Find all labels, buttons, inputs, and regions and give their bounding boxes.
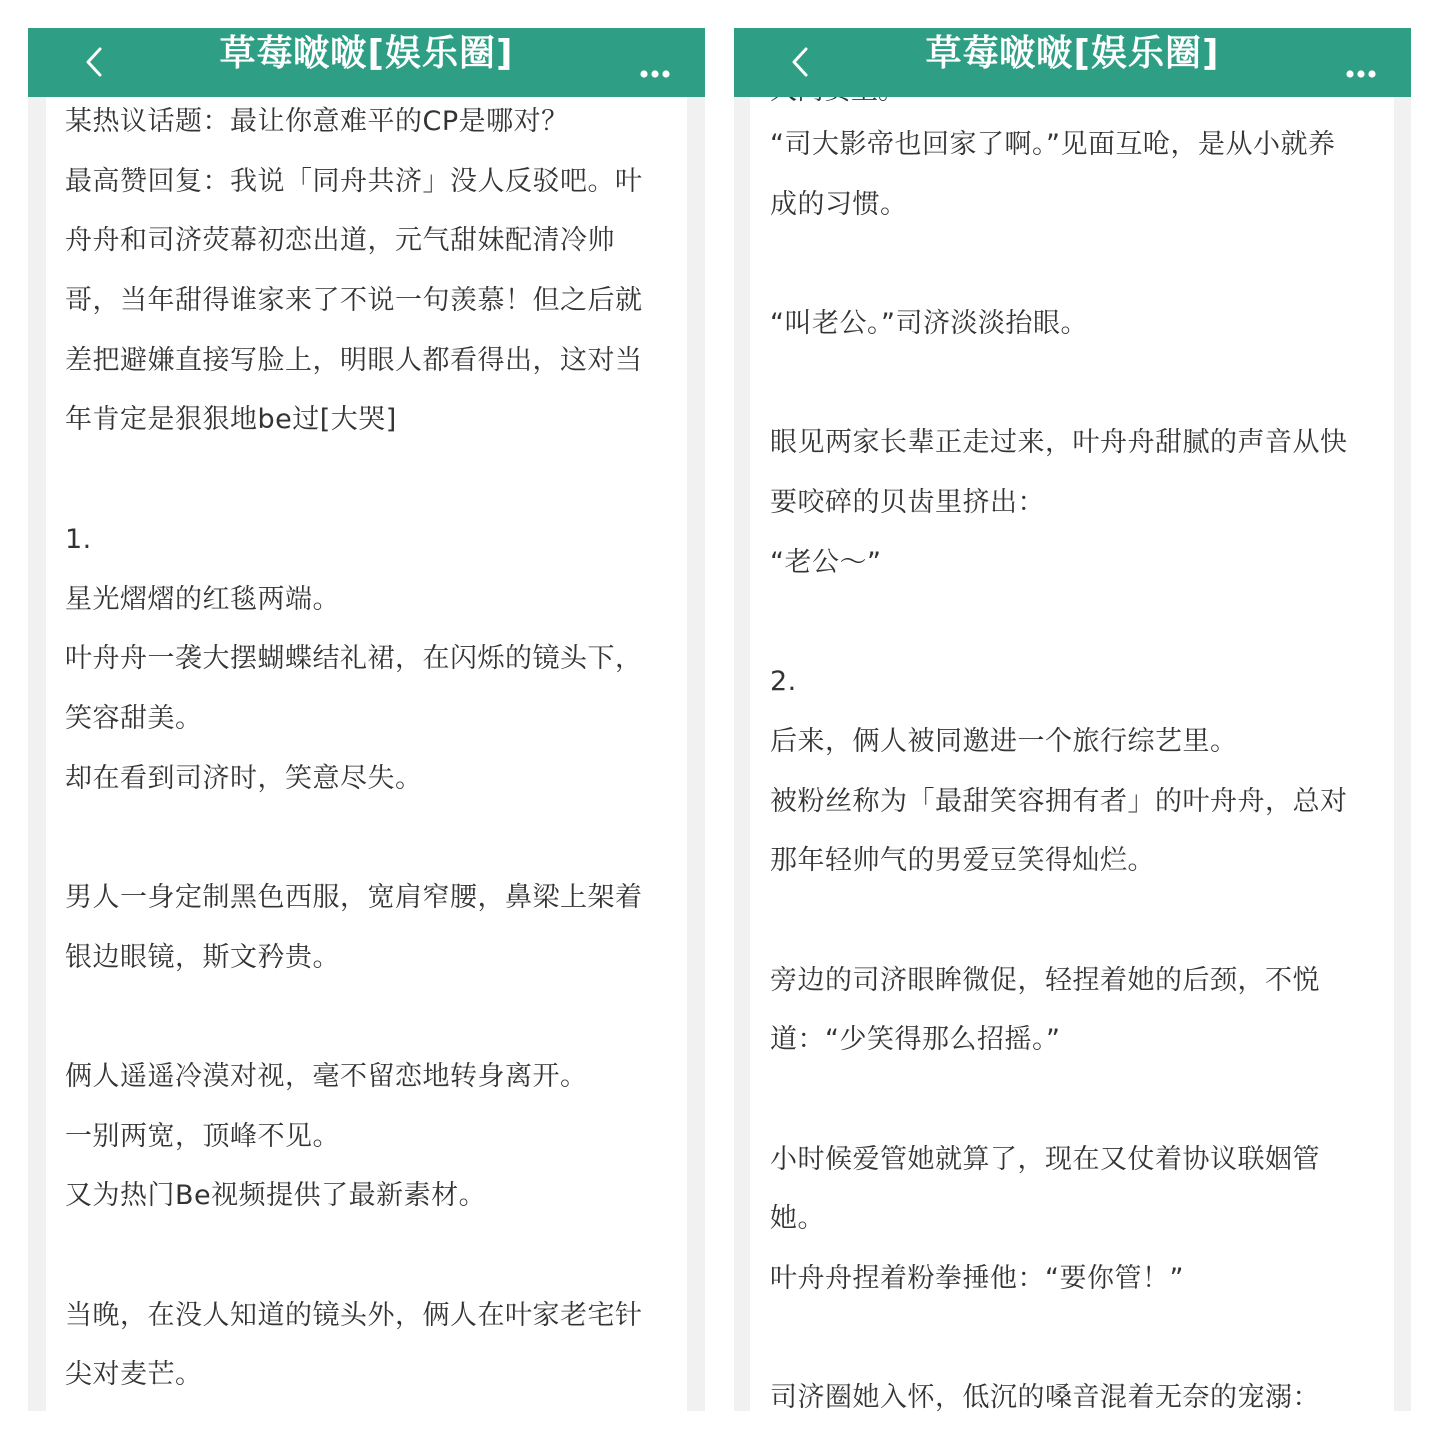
text-line: 叶舟舟一袭大摆蝴蝶结礼裙，在闪烁的镜头下， xyxy=(65,643,643,675)
text-line: 要咬碎的贝齿里挤出： xyxy=(770,487,1045,519)
left-chapter-text xyxy=(65,92,675,1405)
blank-line xyxy=(770,1309,1382,1369)
blank-line xyxy=(770,234,1382,294)
text-line: 男人一身定制黑色西服，宽肩窄腰，鼻梁上架着 xyxy=(65,881,643,913)
text-line: 舟舟和司济荧幕初恋出道，元气甜妹配清冷帅 xyxy=(65,225,615,257)
text-line: 道：“少笑得那么招摇。” xyxy=(770,1024,1061,1056)
text-line: 被粉丝称为「最甜笑容拥有者」的叶舟舟，总对 xyxy=(770,785,1348,817)
text-line: 哥，当年甜得谁家来了不说一句羡慕！但之后就 xyxy=(65,285,643,317)
text-line: 司济圈她入怀，低沉的嗓音混着无奈的宠溺： xyxy=(770,1382,1320,1414)
blank-line xyxy=(65,987,675,1047)
text-line: 却在看到司济时，笑意尽失。 xyxy=(65,762,423,794)
text-line: 尖对麦芒。 xyxy=(65,1359,203,1391)
text-line: 一别两宽，顶峰不见。 xyxy=(65,1120,340,1152)
right-chapter-text xyxy=(770,115,1382,1428)
blank-line xyxy=(65,808,675,868)
left-reading-page[interactable] xyxy=(46,97,687,1411)
text-line: “司大影帝也回家了啊。”见面互呛，是从小就养 xyxy=(770,129,1336,160)
book-title: 草莓啵啵[娱乐圈] xyxy=(925,33,1220,74)
text-line: 那年轻帅气的男爱豆笑得灿烂。 xyxy=(770,845,1155,877)
right-screenshot-panel xyxy=(734,28,1411,1414)
text-line: 银边眼镜，斯文矜贵。 xyxy=(65,941,340,973)
text-line: “老公～” xyxy=(770,546,882,578)
text-line: 又为热门Be视频提供了最新素材。 xyxy=(65,1180,487,1212)
text-line: 俩人遥遥冷漠对视，毫不留恋地转身离开。 xyxy=(65,1061,588,1092)
text-line: 旁边的司济眼眸微促，轻捏着她的后颈，不悦 xyxy=(770,964,1320,996)
right-header-bar xyxy=(734,28,1411,97)
text-line: 最高赞回复：我说「同舟共济」没人反驳吧。叶 xyxy=(65,165,643,197)
blank-line xyxy=(65,1226,675,1286)
text-line: 她。 xyxy=(770,1203,825,1235)
right-reading-page[interactable] xyxy=(750,97,1394,1414)
left-screenshot-panel xyxy=(28,28,705,1411)
text-line: 眼见两家长辈正走过来，叶舟舟甜腻的声音从快 xyxy=(770,427,1348,459)
text-line: 后来，俩人被同邀进一个旅行综艺里。 xyxy=(770,725,1238,757)
blank-line xyxy=(770,593,1382,653)
book-title: 草莓啵啵[娱乐圈] xyxy=(219,33,514,74)
text-line: 叶舟舟捏着粉拳捶他：“要你管！” xyxy=(770,1263,1184,1295)
text-line: 小时候爱管她就算了，现在又仗着协议联姻管 xyxy=(770,1143,1320,1175)
blank-line xyxy=(770,1070,1382,1130)
text-line: 当晚，在没人知道的镜头外，俩人在叶家老宅针 xyxy=(65,1299,643,1331)
more-options-icon[interactable] xyxy=(1345,68,1377,80)
left-header-bar xyxy=(28,28,705,97)
blank-line xyxy=(65,450,675,510)
blank-line xyxy=(770,891,1382,951)
text-line: 某热议话题：最让你意难平的CP是哪对？ xyxy=(65,106,569,137)
text-line: 年肯定是狠狠地be过[大哭] xyxy=(65,404,397,436)
text-line: 成的习惯。 xyxy=(770,188,908,220)
text-line: 1. xyxy=(65,523,92,555)
text-line: 笑容甜美。 xyxy=(65,702,203,734)
more-options-icon[interactable] xyxy=(639,68,671,80)
text-line: 2. xyxy=(770,666,797,698)
blank-line xyxy=(770,354,1382,414)
text-line: “叫老公。”司济淡淡抬眼。 xyxy=(770,308,1088,340)
text-line: 差把避嫌直接写脸上，明眼人都看得出，这对当 xyxy=(65,344,643,376)
text-line: 星光熠熠的红毯两端。 xyxy=(65,583,340,615)
